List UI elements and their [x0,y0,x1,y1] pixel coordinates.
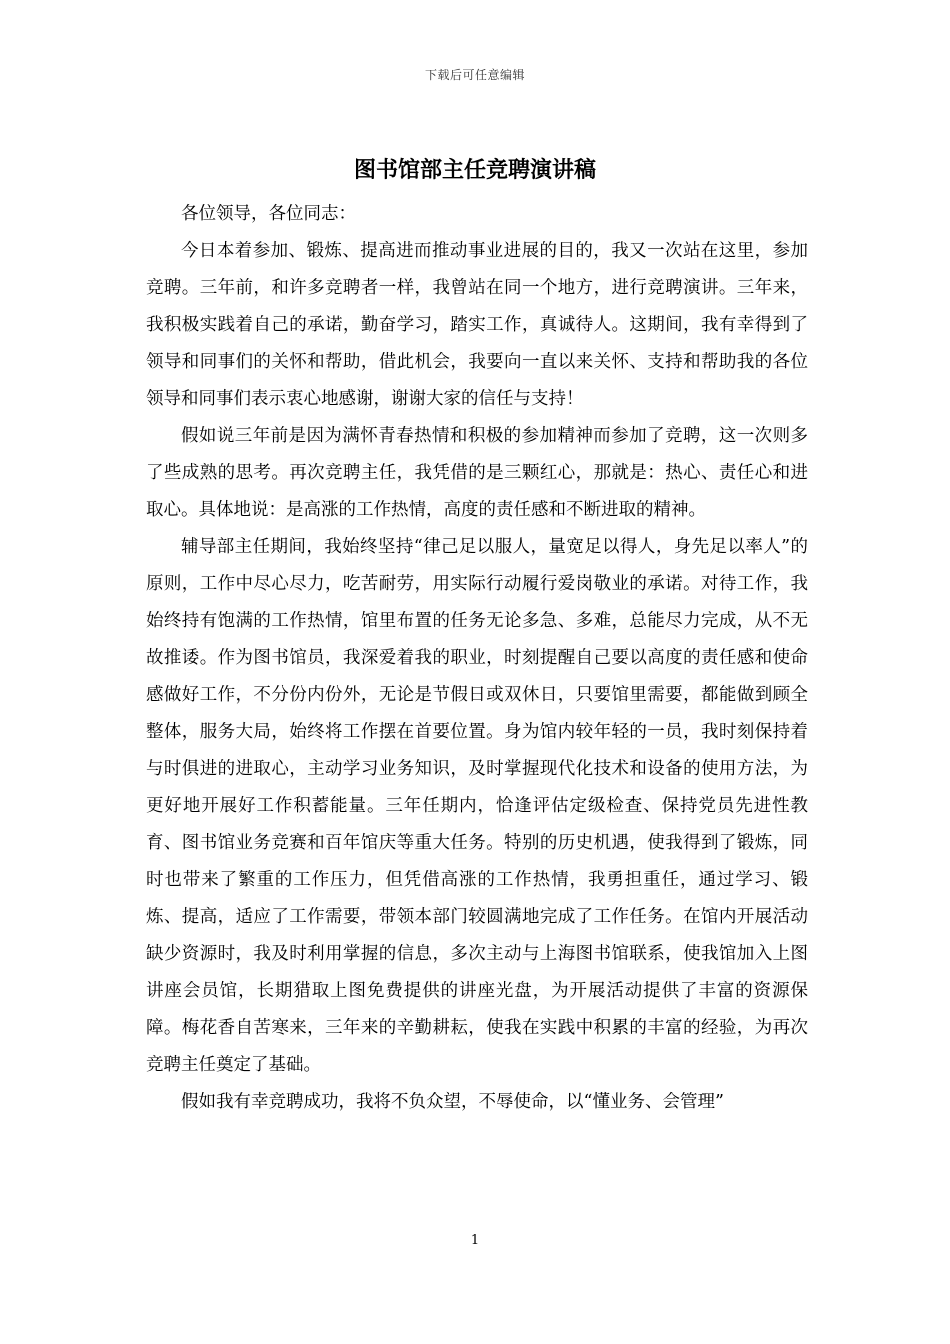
paragraph-commitment: 假如我有幸竞聘成功，我将不负众望，不辱使命，以“懂业务、会管理” [181,1092,724,1112]
paragraph-introduction: 今日本着参加、锻炼、提高进而推动事业进展的目的，我又一次站在这里，参加竞聘。三年前，和许多竞聘者一样，我曾站在同一个地方，进行竞聘演讲。三年来，我积极实践着自己的承诺，勤奋学习，踏实工作，真诚待人。这期间，我有幸得到了领导和同事们的关怀和帮助，借此机会，我要向一直以来关怀、支持和帮助我的各位领导和同事们表示衷心地感谢，谢谢大家的信任与支持！ [146,241,808,409]
paragraph-experience: 辅导部主任期间，我始终坚持“律己足以服人，量宽足以得人，身先足以率人”的原则，工作中尽心尽力，吃苦耐劳，用实际行动履行爱岗敬业的承诺。对待工作，我始终持有饱满的工作热情，馆里布置的任务无论多急、多难，总能尽力完成，从不无故推诿。作为图书馆员，我深爱着我的职业，时刻提醒自己要以高度的责任感和使命感做好工作，不分份内份外，无论是节假日或双休日，只要馆里需要，都能做到顾全整体，服务大局，始终将工作摆在首要位置。身为馆内较年轻的一员，我时刻保持着与时俱进的进取心，主动学习业务知识，及时掌握现代化技术和设备的使用方法，为更好地开展好工作积蓄能量。三年任期内，恰逢评估定级检查、保持党员先进性教育、图书馆业务竞赛和百年馆庆等重大任务。特别的历史机遇，使我得到了锻炼，同时也带来了繁重的工作压力，但凭借高涨的工作热情，我勇担重任，通过学习、锻炼、提高，适应了工作需要，带领本部门较圆满地完成了工作任务。在馆内开展活动缺少资源时，我及时利用掌握的信息，多次主动与上海图书馆联系，使我馆加入上图讲座会员馆，长期猎取上图免费提供的讲座光盘，为开展活动提供了丰富的资源保障。梅花香自苦寒来，三年来的辛勤耕耘，使我在实践中积累的丰富的经验，为再次竞聘主任奠定了基础。 [146,537,808,1075]
paragraph-motivation: 假如说三年前是因为满怀青春热情和积极的参加精神而参加了竞聘，这一次则多了些成熟的思考。再次竞聘主任，我凭借的是三颗红心，那就是：热心、责任心和进取心。具体地说：是高涨的工作热情，高度的责任感和不断进取的精神。 [146,426,808,520]
document-body [146,196,808,1121]
page-number: 1 [470,1233,480,1248]
document-title: 图书馆部主任竞聘演讲稿 [353,157,596,183]
paragraph-salutation: 各位领导，各位同志： [181,204,356,224]
page-header: 下载后可任意编辑 [424,68,525,82]
